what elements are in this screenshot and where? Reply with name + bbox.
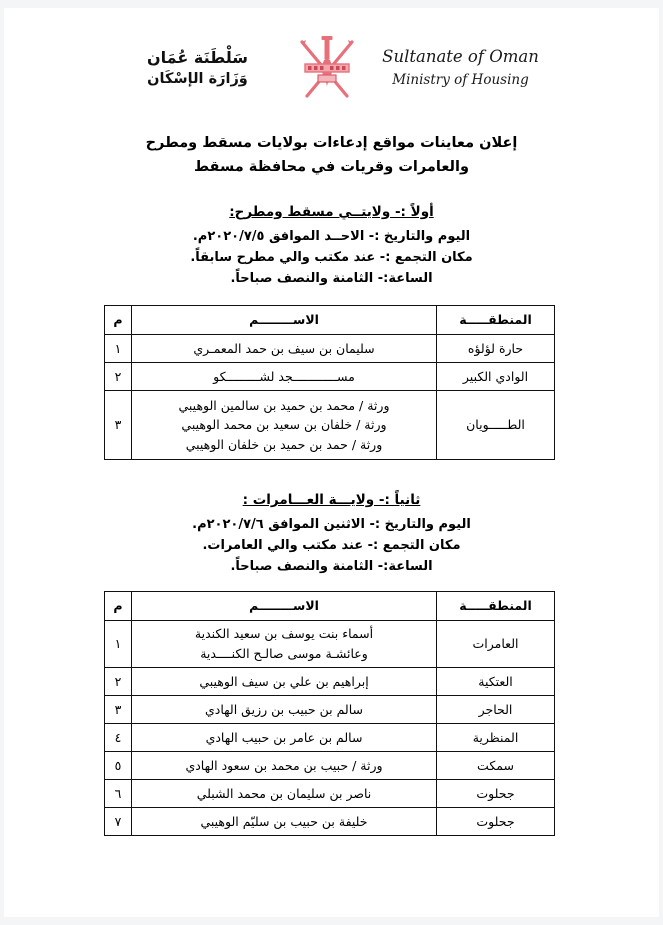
cell-num: ٧ <box>105 807 132 835</box>
cell-name <box>132 620 437 667</box>
name-line: ورثة / حمد بن حميد بن خلفان الوهيبي <box>185 436 383 452</box>
cell-name <box>132 334 437 362</box>
name-line: ناصر بن سليمان بن محمد الشبلي <box>196 785 372 801</box>
name-line: سالم بن حبيب بن رزيق الهادي <box>205 701 363 717</box>
column-header-name: الاســــــــم <box>132 305 437 334</box>
letterhead-arabic <box>123 46 273 90</box>
document-page <box>4 4 659 917</box>
cell-area: العتكية <box>437 667 555 695</box>
table-row <box>105 620 555 667</box>
table-row <box>105 779 555 807</box>
cell-area: الطـــــويان <box>437 390 555 459</box>
section-1-heading: أولاً :- ولايتــي مسقط ومطرح: <box>229 203 434 220</box>
cell-name <box>132 723 437 751</box>
section-2-date: اليوم والتاريخ :- الاثنين الموافق ٢٠٢٠/٧/٦م. <box>192 516 471 532</box>
cell-name <box>132 751 437 779</box>
letterhead-english-line2: Ministry of Housing <box>392 72 529 89</box>
name-line: سليمان بن سيف بن حمد المعمـري <box>193 340 375 356</box>
cell-area: العامرات <box>437 620 555 667</box>
name-line: ورثة / حبيب بن محمد بن سعود الهادي <box>185 757 383 773</box>
letterhead <box>4 4 659 106</box>
column-header-num: م <box>105 591 132 620</box>
section-2-heading: ثانياً :- ولايـــة العـــامرات : <box>242 491 421 508</box>
name-line: خليفة بن حبيب بن سليّم الوهيبي <box>200 813 368 829</box>
table-row <box>105 695 555 723</box>
cell-area: الوادي الكبير <box>437 362 555 390</box>
column-header-area: المنطقـــــة <box>437 591 555 620</box>
table-row <box>105 807 555 835</box>
letterhead-english <box>381 44 541 92</box>
table-row <box>105 334 555 362</box>
name-line: مســــــــــــجد لشـــــــــكو <box>213 368 355 384</box>
page-title <box>122 132 542 180</box>
cell-name <box>132 779 437 807</box>
cell-area: جحلوت <box>437 779 555 807</box>
name-line: وعائشـة موسى صالـح الكنــــدية <box>200 645 368 661</box>
table-row <box>105 723 555 751</box>
cell-num: ١ <box>105 334 132 362</box>
oman-national-emblem-icon <box>291 30 363 106</box>
cell-name <box>132 695 437 723</box>
cell-name <box>132 390 437 459</box>
claims-table-muscat-mutrah <box>104 305 555 460</box>
cell-num: ٤ <box>105 723 132 751</box>
column-header-area: المنطقـــــة <box>437 305 555 334</box>
section-2-place: مكان التجمع :- عند مكتب والي العامرات. <box>202 537 461 553</box>
cell-name <box>132 807 437 835</box>
table-row <box>105 751 555 779</box>
section-1-time: الساعة:- الثامنة والنصف صباحاً. <box>230 270 433 286</box>
letterhead-arabic-line2: وَزَارَة الإسْكَان <box>147 71 248 88</box>
page-title-line2: والعامرات وقريات في محافظة مسقط <box>194 158 469 175</box>
cell-name <box>132 362 437 390</box>
section-1-date: اليوم والتاريخ :- الاحــد الموافق ٢٠٢٠/٧/٥م. <box>192 228 471 244</box>
table-row <box>105 362 555 390</box>
name-line: ورثة / محمد بن حميد بن سالمين الوهيبي <box>178 397 390 413</box>
section-2-meta <box>157 490 507 577</box>
claims-table-amerat <box>104 591 555 836</box>
name-line: إبراهيم بن علي بن سيف الوهيبي <box>199 673 369 689</box>
column-header-name: الاســــــــم <box>132 591 437 620</box>
name-line: أسماء بنت يوسف بن سعيد الكندية <box>194 626 374 642</box>
cell-num: ٢ <box>105 667 132 695</box>
cell-area: الحاجر <box>437 695 555 723</box>
table-row <box>105 390 555 459</box>
table-row <box>105 667 555 695</box>
scan-edge <box>4 4 659 8</box>
name-line: سالم بن عامر بن حبيب الهادي <box>205 729 363 745</box>
cell-num: ٦ <box>105 779 132 807</box>
letterhead-english-line1: Sultanate of Oman <box>382 47 539 66</box>
name-line: ورثة / خلفان بن سعيد بن محمد الوهيبي <box>181 417 387 433</box>
cell-area: سمكت <box>437 751 555 779</box>
cell-area: جحلوت <box>437 807 555 835</box>
section-1-place: مكان التجمع :- عند مكتب والي مطرح سابقاً. <box>190 249 473 265</box>
cell-area: حارة لؤلؤه <box>437 334 555 362</box>
cell-name <box>132 667 437 695</box>
cell-area: المنظرية <box>437 723 555 751</box>
cell-num: ٢ <box>105 362 132 390</box>
table-header-row <box>105 591 555 620</box>
page-title-line1: إعلان معاينات مواقع إدعاءات بولايات مسقط ومطرح <box>145 135 518 151</box>
section-2-time: الساعة:- الثامنة والنصف صباحاً. <box>230 558 433 574</box>
section-1-meta <box>162 202 502 289</box>
letterhead-arabic-line1: سَلْطَنَة عُمَان <box>147 47 248 67</box>
cell-num: ٥ <box>105 751 132 779</box>
cell-num: ١ <box>105 620 132 667</box>
cell-num: ٣ <box>105 695 132 723</box>
table-header-row <box>105 305 555 334</box>
column-header-num: م <box>105 305 132 334</box>
cell-num: ٣ <box>105 390 132 459</box>
